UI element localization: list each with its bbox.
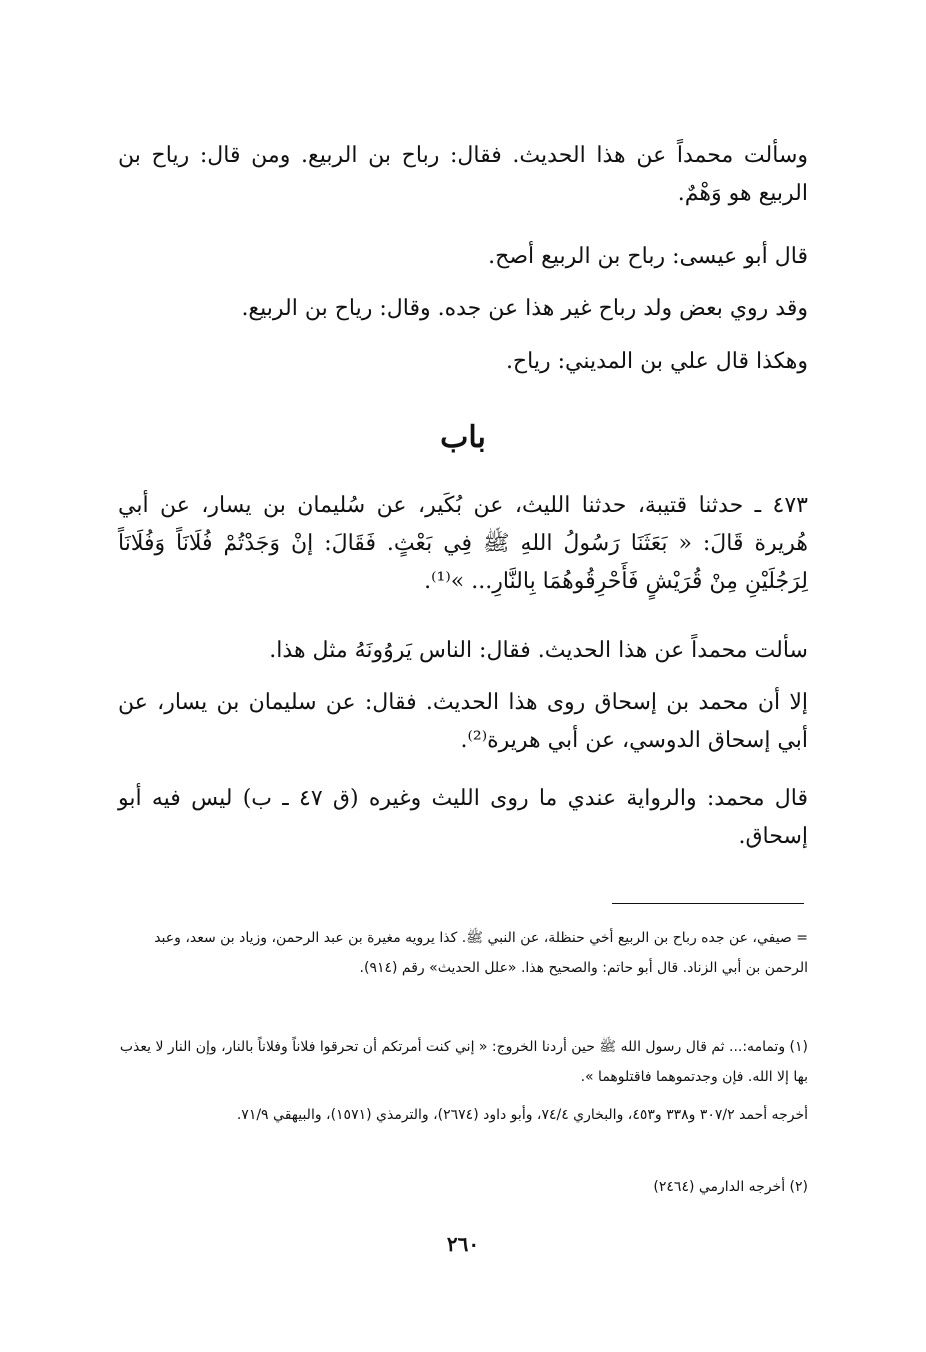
paragraph-7: إلا أن محمد بن إسحاق روى هذا الحديث. فقال: عن سليمان بن يسار، عن أبي إسحاق الدوسي، عن أبي هريرة⁽²⁾. — [118, 690, 808, 753]
paragraph-1: وسألت محمداً عن هذا الحديث. فقال: رباح بن الربيع. ومن قال: رياح بن الربيع هو وَهْمٌ. — [118, 143, 808, 206]
footnote-2: (٢) أخرجه الدارمي (٢٤٦٤) — [653, 1179, 808, 1195]
footnote-continuation: = صيفي، عن جده رباح بن الربيع أخي حنظلة، عن النبي ﷺ. كذا يرويه مغيرة بن عبد الرحمن، وزياد بن سعد، وعبد الرحمن بن أبي الزناد. قال أبو حاتم: والصحيح هذا. «علل الحديث» رقم (٩١٤). — [154, 930, 808, 976]
footnote-1-references: أخرجه أحمد ٣٠٧/٢ و٣٣٨ و٤٥٣، والبخاري ٧٤/٤، وأبو داود (٢٦٧٤)، والترمذي (١٥٧١)، والبيهقي ٧١/٩. — [236, 1107, 808, 1123]
paragraph-3: وقد روي بعض ولد رباح غير هذا عن جده. وقال: رياح بن الربيع. — [241, 296, 808, 321]
paragraph-8: قال محمد: والرواية عندي ما روى الليث وغيره (ق ٤٧ ـ ب) ليس فيه أبو إسحاق. — [118, 786, 809, 849]
page-number: ٢٦٠ — [446, 1232, 480, 1256]
footnote-1: (١) وتمامه:... ثم قال رسول الله ﷺ حين أردنا الخروج: « إني كنت أمرتكم أن تحرقوا فلاناً وفلاناً بالنار، وإن النار لا يعذب بها إلا الله. فإن وجدتموهما فاقتلوهما ». — [119, 1039, 808, 1085]
section-heading: باب — [440, 420, 486, 455]
hadith-473-paragraph: ٤٧٣ ـ حدثنا قتيبة، حدثنا الليث، عن بُكَير، عن سُليمان بن يسار، عن أبي هُريرة قَالَ: « بَعَثَنَا رَسُولُ اللهِ ﷺ فِي بَعْثٍ. فَقَالَ: إنْ وَجَدْتُمْ فُلَانَاً وَفُلَانَاً لِرَجُلَيْنِ مِنْ قُرَيْشٍ فَأَحْرِقُوهُمَا بِالنَّارِ... »⁽¹⁾. — [118, 493, 808, 594]
footnote-divider — [612, 903, 804, 904]
paragraph-6: سألت محمداً عن هذا الحديث. فقال: الناس يَروُونَهُ مثل هذا. — [269, 638, 808, 663]
paragraph-4: وهكذا قال علي بن المديني: رياح. — [505, 349, 808, 374]
paragraph-2: قال أبو عيسى: رباح بن الربيع أصح. — [488, 244, 808, 269]
